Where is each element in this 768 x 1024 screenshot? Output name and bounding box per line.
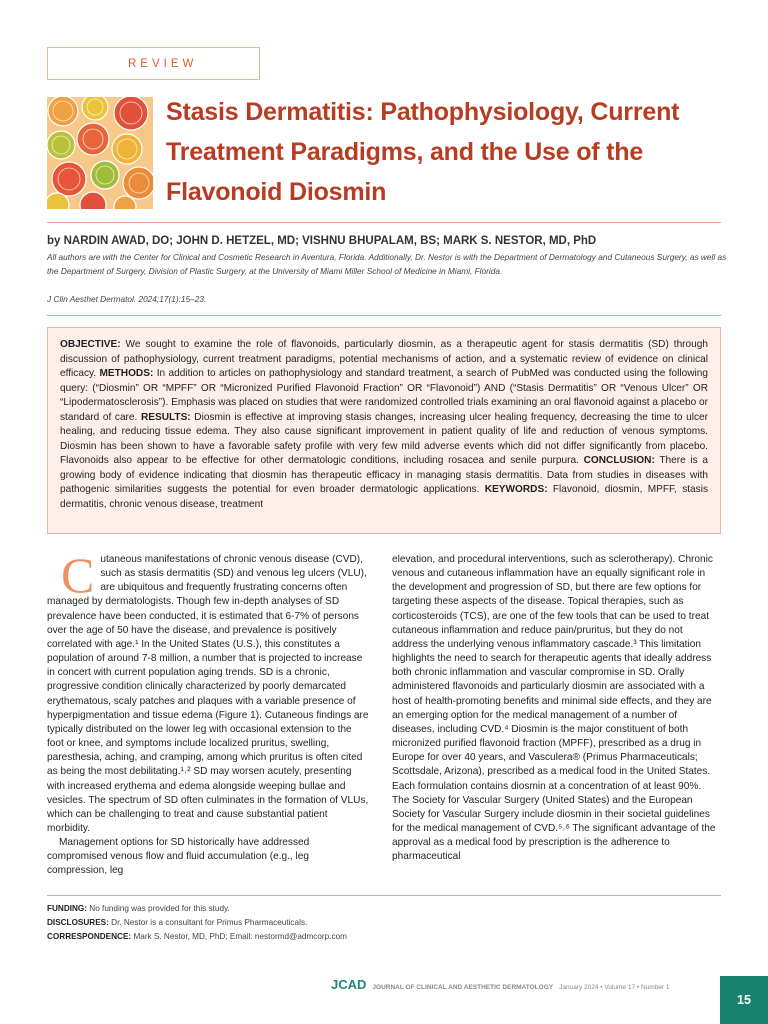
journal-logo: JCAD (331, 977, 367, 992)
journal-name: JOURNAL OF CLINICAL AND AESTHETIC DERMATOLOGY (372, 984, 554, 991)
correspondence-label: CORRESPONDENCE: (47, 932, 132, 941)
drop-cap: C (61, 547, 95, 603)
journal-citation: J Clin Aesthet Dermatol. 2024;17(1):15–23. (47, 294, 207, 304)
keywords-label: KEYWORDS: (484, 484, 548, 495)
article-title: Stasis Dermatitis: Pathophysiology, Current Treatment Paradigms, and the Use of the Flavonoid Diosmin (166, 98, 680, 206)
disclosures-label: DISCLOSURES: (47, 918, 109, 927)
body-paragraph-continued: elevation, and procedural interventions, such as sclerotherapy). Chronic venous and cutaneous inflammation have an equally significant role in the development and progression of SD, but there are few options for targeting these aspects of the disease. Topical therapies, such as corticosteroids (TCS), are one of the few tools that can be used to treat cutaneous inflammation and reduce pain/pruritus, but they do not address the underlying venous inflammatory cascade.³ This limitation highlights the need to search for therapeutic agents that ideally address both chronic inflammation and vascular compromise in SD. Orally administered flavonoids and particularly diosmin are associated with a host of health-promoting benefits and minimal side effects, and they are an emerging option for the medical management of a number of diseases, including CVD.⁴ Diosmin is the major constituent of both micronized purified flavonoid fraction (MPFF), prescribed as a drug in Europe for over 40 years, and Vasculera® (Primus Pharmaceuticals; Scottsdale, Arizona), prescribed as a medical food in the United States. Each formulation contains diosmin at a concentration of at least 90%. The Society for Vascular Surgery (United States) and the European Society for Vascular Surgery include diosmin in their societal guidelines for the medical management of CVD.⁵˒⁶ The significant advantage of the approval as a medical food by prescription is the adherence to pharmaceutical (392, 554, 716, 863)
disclosures-text: Dr. Nestor is a consultant for Primus Pharmaceuticals. (108, 918, 308, 927)
footnotes (47, 902, 647, 944)
body-column-right (392, 553, 716, 864)
body-paragraph (47, 547, 371, 836)
funding-label: FUNDING: (47, 904, 88, 913)
results-text: Diosmin is effective at improving stasis changes, increasing ulcer healing frequency, decreasing the time to ulcer healing, and reducing tissue edema. They also cause significant improvement in patient quality of life and reduction of venous symptoms. Diosmin has been shown to have a favorable safety profile with very few mild adverse events which did not differ significantly from placebo. Flavonoids also appear to be effective for other dermatologic conditions, including rosacea and senile purpura. (60, 411, 708, 466)
title-divider (47, 222, 721, 223)
citrus-illustration (47, 97, 153, 209)
objective-label: OBJECTIVE: (60, 339, 121, 350)
correspondence-text: Mark S. Nestor, MD, PhD; Email: nestormd@admcorp.com (131, 932, 347, 941)
author-affiliation: All authors are with the Center for Clinical and Cosmetic Research in Aventura, Florida. Additionally, Dr. Nestor is with the Department of Dermatology and Cutaneous Surgery, as well as the Department of Surgery, Division of Plastic Surgery, at the University of Miami Miller School of Medicine in Miami, Florida. (47, 252, 727, 276)
page-number: 15 (737, 993, 751, 1007)
results-label: RESULTS: (140, 411, 191, 423)
intro-text: utaneous manifestations of chronic venous disease (CVD), such as stasis dermatitis (SD) and venous leg ulcers (VLU), are ubiquitous and frequently frustrating concerns often managed by dermatologists. Though few in-depth analyses of SD prevalence have been conducted, it is estimated that 6-7% of persons over the age of 50 have the disease, and prevalence is positively correlated with age.¹ In the United States (U.S.), this constitutes a population of around 7-8 million, a number that is projected to increase in concert with current population aging trends. SD is a chronic, progressive condition clinically characterized by poorly demarcated erythematous, scaly patches and plaques with a variable presence of hyperpigmentation and tissue edema (Figure 1). Cutaneous findings are typically distributed on the lower leg with occasional extension to the foot or knee, and symptoms include localized pruritus, swelling, paresthesia, aching, and cramping, among which pruritus is often cited as being the most debilitating.¹˒² SD may worsen acutely, presenting with increased erythema and edema alongside weeping bullae and vesicles. The spectrum of SD often culminates in the formation of VLUs, which can be challenging to treat and cause substantial patient morbidity. (47, 554, 369, 834)
correspondence-note (47, 930, 647, 944)
keywords-text: Flavonoid, diosmin, MPFF, stasis dermatitis, chronic venous disease, treatment (60, 484, 708, 510)
page-footer (331, 977, 670, 997)
funding-note (47, 902, 647, 916)
objective-text: We sought to examine the role of flavonoids, particularly diosmin, as a therapeutic agent for stasis dermatitis (SD) through discussion of pathophysiology, current treatment paradigms, potential mechanisms of action, and a systematic review of evidence on clinical efficacy. (60, 339, 708, 379)
page-number-box (720, 976, 768, 1024)
author-byline: by NARDIN AWAD, DO; JOHN D. HETZEL, MD; VISHNU BHUPALAM, BS; MARK S. NESTOR, MD, PhD (47, 235, 597, 247)
issue-info: January 2024 • Volume 17 • Number 1 (559, 984, 670, 991)
header-divider (47, 315, 721, 316)
funding-text: No funding was provided for this study. (87, 904, 230, 913)
conclusion-label: CONCLUSION: (583, 455, 655, 466)
abstract-box (47, 327, 721, 534)
methods-text: In addition to articles on pathophysiology and standard treatment, a search of PubMed was conducted using the following query: (“Diosmin” OR “MPFF” OR “Micronized Purified Flavonoid Fraction” OR “Flavonoid”) AND (“Stasis Dermatitis” OR “Venous Ulcer” OR “Lipodermatosclerosis”). Emphasis was placed on studies that were randomized controlled trials examining an oral flavonoid against a placebo or standard of care. (60, 368, 708, 423)
disclosures-note (47, 916, 647, 930)
section-label-box (47, 47, 260, 80)
conclusion-text: There is a growing body of evidence indicating that diosmin has therapeutic efficacy in managing stasis dermatitis. Data from studies in diseases with pathogenic similarities suggests the potential for even broader dermatologic applications. (60, 455, 708, 495)
body-column-left (47, 547, 371, 879)
section-label: REVIEW (128, 57, 198, 70)
methods-label: METHODS: (99, 368, 154, 379)
footnote-divider (47, 895, 721, 896)
body-paragraph-management: Management options for SD historically have addressed compromised venous flow and fluid accumulation (e.g., leg compression, leg (47, 837, 310, 877)
